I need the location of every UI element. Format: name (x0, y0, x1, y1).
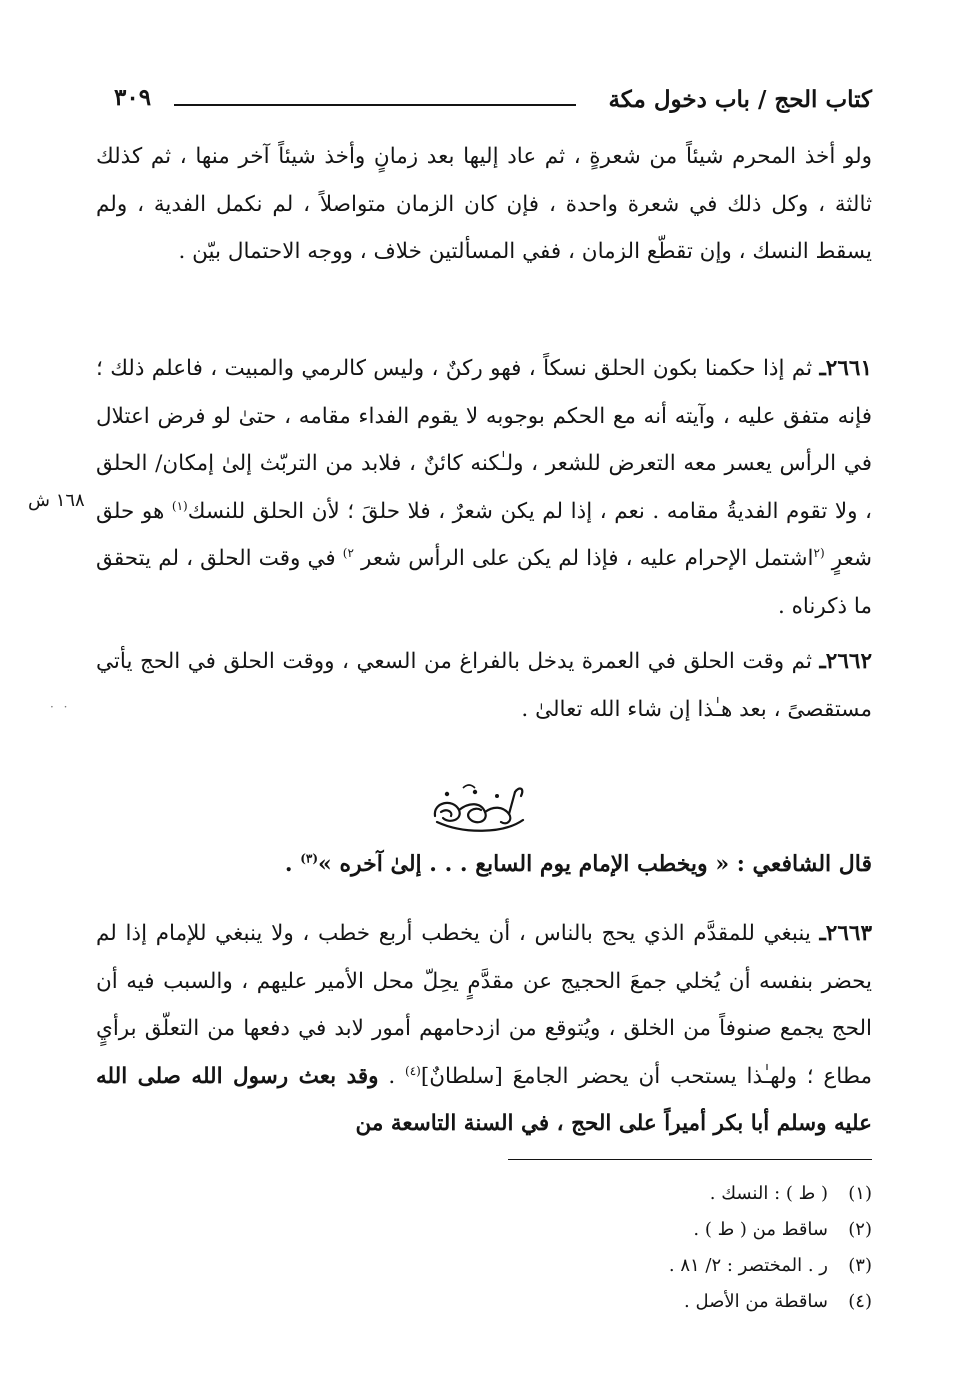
footnote-number: (٢) (848, 1219, 872, 1240)
paragraph-text: ينبغي للمقدَّم الذي يحج بالناس ، أن يخطب أربع خطب ، ولا ينبغي للإمام إذا لم يحضر بنفسه أن يُخلي جمعَ الحجيج عن مقدَّمٍ يحِلّ محل الأمير عليهم ، والسبب فيه أن الحج يجمع صنوفاً من الخلق ، ويُتوقع من ازدحامهم أمور لابد في دفعها من التعلّق برأيٍ مطاع ؛ ولهـٰذا يستحب أن يحضر الجامعَ [سلطانٌ] (96, 921, 872, 1089)
paragraph-number: ٢٦٦٣ـ (819, 921, 872, 946)
running-header (96, 82, 872, 122)
manuscript-folio-note: ١٦٨ ش (28, 490, 85, 511)
paragraph-text: ثم وقت الحلق في العمرة يدخل بالفراغ من السعي ، ووقت الحلق في الحج يأتي مستقصىً ، بعد هـٰذا إن شاء الله تعالىٰ . (96, 649, 872, 722)
footnote-item (96, 1248, 872, 1284)
paragraph-2662 (96, 638, 872, 733)
footnote-item (96, 1212, 872, 1248)
footnote-number: (٣) (848, 1255, 872, 1276)
footnote-ref-4[interactable]: (٤) (405, 1063, 421, 1078)
header-rule (174, 104, 576, 106)
paragraph-text: ولو أخذ المحرم شيئاً من شعرةٍ ، ثم عاد إليها بعد زمانٍ وأخذ شيئاً آخر منها ، ثم كذلك ثالثة ، وكل ذلك في شعرة واحدة ، فإن كان الزمان متواصلاً ، لم نكمل الفدية ، ولم يسقط النسك ، وإن تقطّع الزمان ، ففي المسألتين خلاف ، ووجه الاحتمال بيّن . (96, 144, 872, 264)
footnote-ref-3[interactable]: (٣) (300, 851, 319, 866)
shafii-quote-line (96, 846, 872, 882)
paragraph-number: ٢٦٦٢ـ (819, 649, 872, 674)
header-title: كتاب الحج / باب دخول مكة (608, 86, 872, 113)
footnote-text: ( ط ) : النسك . (709, 1183, 828, 1204)
shafii-end: . (284, 851, 301, 877)
footnotes-list (96, 1176, 872, 1320)
section-heading-fasl (0, 772, 956, 840)
footnote-text: ساقطة من الأصل . (684, 1291, 828, 1312)
paragraph-2661 (96, 345, 872, 630)
page-number: ٣٠٩ (114, 84, 152, 111)
footnote-text: ر . المختصر : ٢/ ٨١ . (668, 1255, 828, 1276)
footnote-item (96, 1176, 872, 1212)
footnote-separator (508, 1159, 872, 1160)
paragraph-text: . (378, 1063, 406, 1089)
paragraph-bold-text: وقد بعث رسول الله صلى الله عليه وسلم أبا بكر أميراً على الحج ، في السنة التاسعة من (96, 1063, 872, 1136)
paragraph-number: ٢٦٦١ـ (819, 356, 872, 381)
footnote-item (96, 1284, 872, 1320)
footnote-ref-2-close[interactable]: ٢) (342, 545, 354, 560)
shafii-quote: قال الشافعي : « ويخطب الإمام يوم السابع . . . إلىٰ آخره » (318, 851, 872, 877)
paragraph-continuation (96, 133, 872, 276)
paragraph-text: ثم إذا حكمنا بكون الحلق نسكاً ، فهو ركنٌ ، وليس كالرمي والمبيت ، فاعلم ذلك ؛ فإنه متفق عليه ، وآيته أنه مع الحكم بوجوبه لا يقوم الفداء مقامه ، حتىٰ لو فرض اعتلال في الرأس يعسر معه التعرض للشعر ، ولـٰكنه كائنٌ ، فلابد من التربّث إلىٰ إمكان/ الحلق ، ولا تقوم الفديةُ مقامه . نعم ، إذا لم يكن شعرٌ ، فلا حلقَ ؛ لأن الحلق للنسك (96, 356, 873, 524)
stray-marks: · · (50, 700, 71, 714)
footnote-number: (٤) (848, 1291, 872, 1312)
footnote-ref-1[interactable]: (١) (171, 498, 188, 513)
footnote-ref-2-open[interactable]: (٢ (813, 545, 825, 560)
footnote-text: ساقط من ( ط ) . (693, 1219, 828, 1240)
paragraph-2663 (96, 910, 872, 1148)
paragraph-text: هو حلق شعرٍ (96, 498, 872, 571)
fasl-label: فَصْل (476, 810, 480, 811)
fasl-calligraphy-icon (423, 772, 533, 836)
paragraph-text: في وقت الحلق ، لم يتحقق ما ذكرناه . (96, 546, 872, 619)
footnote-number: (١) (848, 1183, 872, 1204)
paragraph-text: اشتمل الإحرام عليه ، فإذا لم يكن على الرأس شعر (353, 546, 814, 571)
